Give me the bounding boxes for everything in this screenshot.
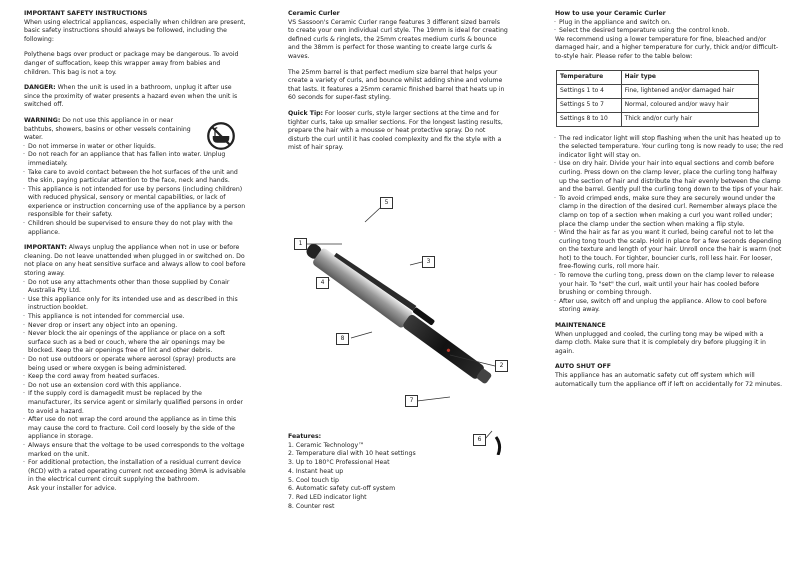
features-list <box>288 433 416 511</box>
safety-column <box>24 10 246 493</box>
quick-tip-text: For looser curls, style larger sections at the time and for tighter curls, take up smaller sections. For the longest lasting results, prepare the hair with a mousse or heat protective spray. Do not disturb the curl until it has cooled complexity and fix the style with a mist of hair spray. <box>288 109 503 152</box>
usage-instructions <box>555 135 783 315</box>
list-item: · Do not use an extension cord with this appliance. <box>24 382 246 391</box>
list-item: · If the supply cord is damagedit must be replaced by the manufacturer, its service agent or similarly qualified persons in order to avoid a hazard. <box>24 390 246 416</box>
feature-item: 3. Up to 180°C Professional Heat <box>288 459 390 467</box>
list-item: · Use on dry hair. Divide your hair into equal sections and comb before curling. Press down on the clamp lever, place the curling tong halfway up the section of hair and distribute the hair evenly between the clamp and the barrel. Gently pull the curling tong down to the tips of your hair. <box>555 160 783 194</box>
warning-list <box>24 143 246 238</box>
list-item: · Wind the hair as far as you want it curled, being careful not to let the curling tong touch the scalp. Hold in place for a few seconds depending on the texture and length of your hair. Unroll once the hair is warm (not hot) to the touch. For tighter, bouncier curls, roll less hair. For looser, free-flowing curls, roll more hair. <box>555 229 783 272</box>
feature-item: 7. Red LED indicator light <box>288 493 367 501</box>
installer-advice: Ask your installer for advice. <box>28 484 117 492</box>
danger-paragraph <box>24 84 246 110</box>
product-column <box>288 10 508 160</box>
features-title: Features: <box>288 433 322 440</box>
danger-label: DANGER: <box>24 84 56 92</box>
usage-steps <box>555 19 783 36</box>
safety-intro: When using electrical appliances, especially when children are present, basic safety instructions should always be followed, including the following: <box>24 18 246 43</box>
list-item: · Do not use outdoors or operate where aerosol (spray) products are being used or where oxygen is being administered. <box>24 356 246 373</box>
auto-shut-off-title: AUTO SHUT OFF <box>555 363 612 371</box>
table-header-row <box>557 70 759 84</box>
power-cord <box>496 437 500 455</box>
callout-7: 7 <box>405 395 418 407</box>
list-item: · This appliance is not intended for commercial use. <box>24 313 246 322</box>
callout-5: 5 <box>380 197 393 209</box>
list-item: · Do not reach for an appliance that has fallen into water. Unplug immediately. <box>24 151 246 168</box>
list-item: · To remove the curling tong, press down on the clamp lever to release your hair. To "set" the curl, wait until your hair has cooled before brushing or combing through. <box>555 272 783 298</box>
usage-column <box>555 10 783 396</box>
callout-line <box>365 208 380 222</box>
table-row <box>557 98 759 112</box>
callout-line <box>351 332 372 338</box>
table-cell: Settings 5 to 7 <box>557 98 622 112</box>
list-item: · After use do not wrap the cord around the appliance as in time this may cause the cord to fracture. Coil cord loosely by the side of the appliance in storage. <box>24 416 246 442</box>
table-row <box>557 84 759 98</box>
warning-block <box>24 117 246 237</box>
callout-4: 4 <box>316 277 329 289</box>
feature-item: 8. Counter rest <box>288 502 335 510</box>
callout-8: 8 <box>336 333 349 345</box>
important-label: IMPORTANT: <box>24 244 67 252</box>
table-cell: Settings 1 to 4 <box>557 84 622 98</box>
feature-item: 4. Instant heat up <box>288 467 344 475</box>
callout-6: 6 <box>473 434 486 446</box>
list-item: · Keep the cord away from heated surfaces. <box>24 373 246 382</box>
list-item: · For additional protection, the installation of a residual current device (RCD) with a rated operating current not exceeding 30mA is advisable in the electrical current circuit supplying the bathroom. <box>24 459 246 485</box>
list-item: · To avoid crimped ends, make sure they are securely wound under the clamp in the direction of the desired curl. Remember always place the clamp on top of a section when making a curl you want rolled under; place the clamp under the section when making a flip style. <box>555 195 783 229</box>
table-cell: Thick and/or curly hair <box>621 112 758 126</box>
handle <box>402 313 486 380</box>
curling-tong-illustration <box>290 185 520 455</box>
feature-item: 1. Ceramic Technology™ <box>288 441 365 449</box>
warning-text: Do not use this appliance in or near bathtubs, showers, basins or other vessels containing water. <box>24 116 191 142</box>
list-item: · Take care to avoid contact between the hot surfaces of the unit and the skin, paying particular attention to the face, neck and hands. <box>24 169 246 186</box>
list-item: · Never drop or insert any object into an opening. <box>24 322 246 331</box>
callout-2: 2 <box>495 360 508 372</box>
table-row <box>557 112 759 126</box>
quick-tip <box>288 110 508 153</box>
list-item: · This appliance is not intended for use by persons (including children) with reduced physical, sensory or mental capabilities, or lack of experience or instruction concerning use of the appliance by a person responsible for their safety. <box>24 186 246 220</box>
product-intro: VS Sassoon's Ceramic Curler range features 3 different sized barrels to create your own individual curl style. The 19mm is ideal for creating defined curls & ringlets, the 25mm creates medium curls & bounce and the 38mm is perfect for those wanting to create large curls & waves. <box>288 18 508 60</box>
feature-item: 2. Temperature dial with 10 heat settings <box>288 450 416 458</box>
barrel-description: The 25mm barrel is that perfect medium size barrel that helps your create a variety of curls, and bounce whilst adding shine and volume that lasts. It features a 25mm ceramic finished barrel that heats up in 60 seconds for super-fast styling. <box>288 68 505 102</box>
polythene-warning: Polythene bags over product or package may be dangerous. To avoid danger of suffocation, keep this wrapper away from babies and children. This bag is not a toy. <box>24 51 239 76</box>
danger-text: When the unit is used in a bathroom, unplug it after use since the proximity of water presents a hazard even when the unit is switched off. <box>24 84 238 109</box>
list-item: · Use this appliance only for its intended use and as described in this instruction booklet. <box>24 296 246 313</box>
usage-title: How to use your Ceramic Curler <box>555 10 666 17</box>
list-item: · Do not use any attachments other than those supplied by Conair Australia Pty Ltd. <box>24 279 246 296</box>
maintenance-text: When unplugged and cooled, the curling tong may be wiped with a damp cloth. Make sure that it is completely dry before plugging it in again. <box>555 330 766 355</box>
list-item: · Always ensure that the voltage to be used corresponds to the voltage marked on the unit. <box>24 442 246 459</box>
temperature-recommendation: We recommend using a lower temperature for fine, bleached and/or damaged hair, and a higher temperature for curly, thick and/or difficult-to-style hair. Please refer to the table below: <box>555 35 779 60</box>
important-paragraph <box>24 244 246 278</box>
table-header: Hair type <box>621 70 758 84</box>
list-item: · Children should be supervised to ensure they do not play with the appliance. <box>24 220 246 237</box>
list-item: · The red indicator light will stop flashing when the unit has heated up to the selected temperature. Your curling tong is now ready to use; the red indicator light will stay on. <box>555 135 783 161</box>
curling-tong-diagram <box>290 185 520 455</box>
table-cell: Normal, coloured and/or wavy hair <box>621 98 758 112</box>
list-item: · Do not immerse in water or other liquids. <box>24 143 246 152</box>
callout-line <box>417 397 450 401</box>
maintenance-title: MAINTENANCE <box>555 322 606 330</box>
list-item: · Plug in the appliance and switch on. <box>555 19 783 28</box>
callout-line <box>410 262 422 265</box>
hair-type-table <box>556 70 759 127</box>
table-cell: Fine, lightened and/or damaged hair <box>621 84 758 98</box>
callout-1: 1 <box>294 238 307 250</box>
product-title: Ceramic Curler <box>288 10 340 17</box>
feature-item: 6. Automatic safety cut-off system <box>288 485 396 493</box>
list-item: · After use, switch off and unplug the appliance. Allow to cool before storing away. <box>555 298 783 315</box>
list-item: · Select the desired temperature using the control knob. <box>555 27 783 36</box>
callout-line <box>485 431 492 439</box>
list-item: · Never block the air openings of the appliance or place on a soft surface such as a bed or couch, where the air openings may be blocked. Keep the air openings free of lint and other debris. <box>24 330 246 356</box>
feature-item: 5. Cool touch tip <box>288 476 339 484</box>
table-header: Temperature <box>557 70 622 84</box>
important-list <box>24 279 246 485</box>
table-cell: Settings 8 to 10 <box>557 112 622 126</box>
important-text: Always unplug the appliance when not in use or before cleaning. Do not leave unattended when plugged in or switched on. Do not place on any heat sensitive surface and always allow to cool before storing away. <box>24 244 246 278</box>
warning-label: WARNING: <box>24 116 61 124</box>
quick-tip-label: Quick Tip: <box>288 109 323 117</box>
safety-title: IMPORTANT SAFETY INSTRUCTIONS <box>24 10 148 17</box>
auto-shut-off-text: This appliance has an automatic safety cut off system which will automatically turn the appliance off if left on accidentally for 72 minutes. <box>555 372 783 388</box>
callout-3: 3 <box>422 256 435 268</box>
